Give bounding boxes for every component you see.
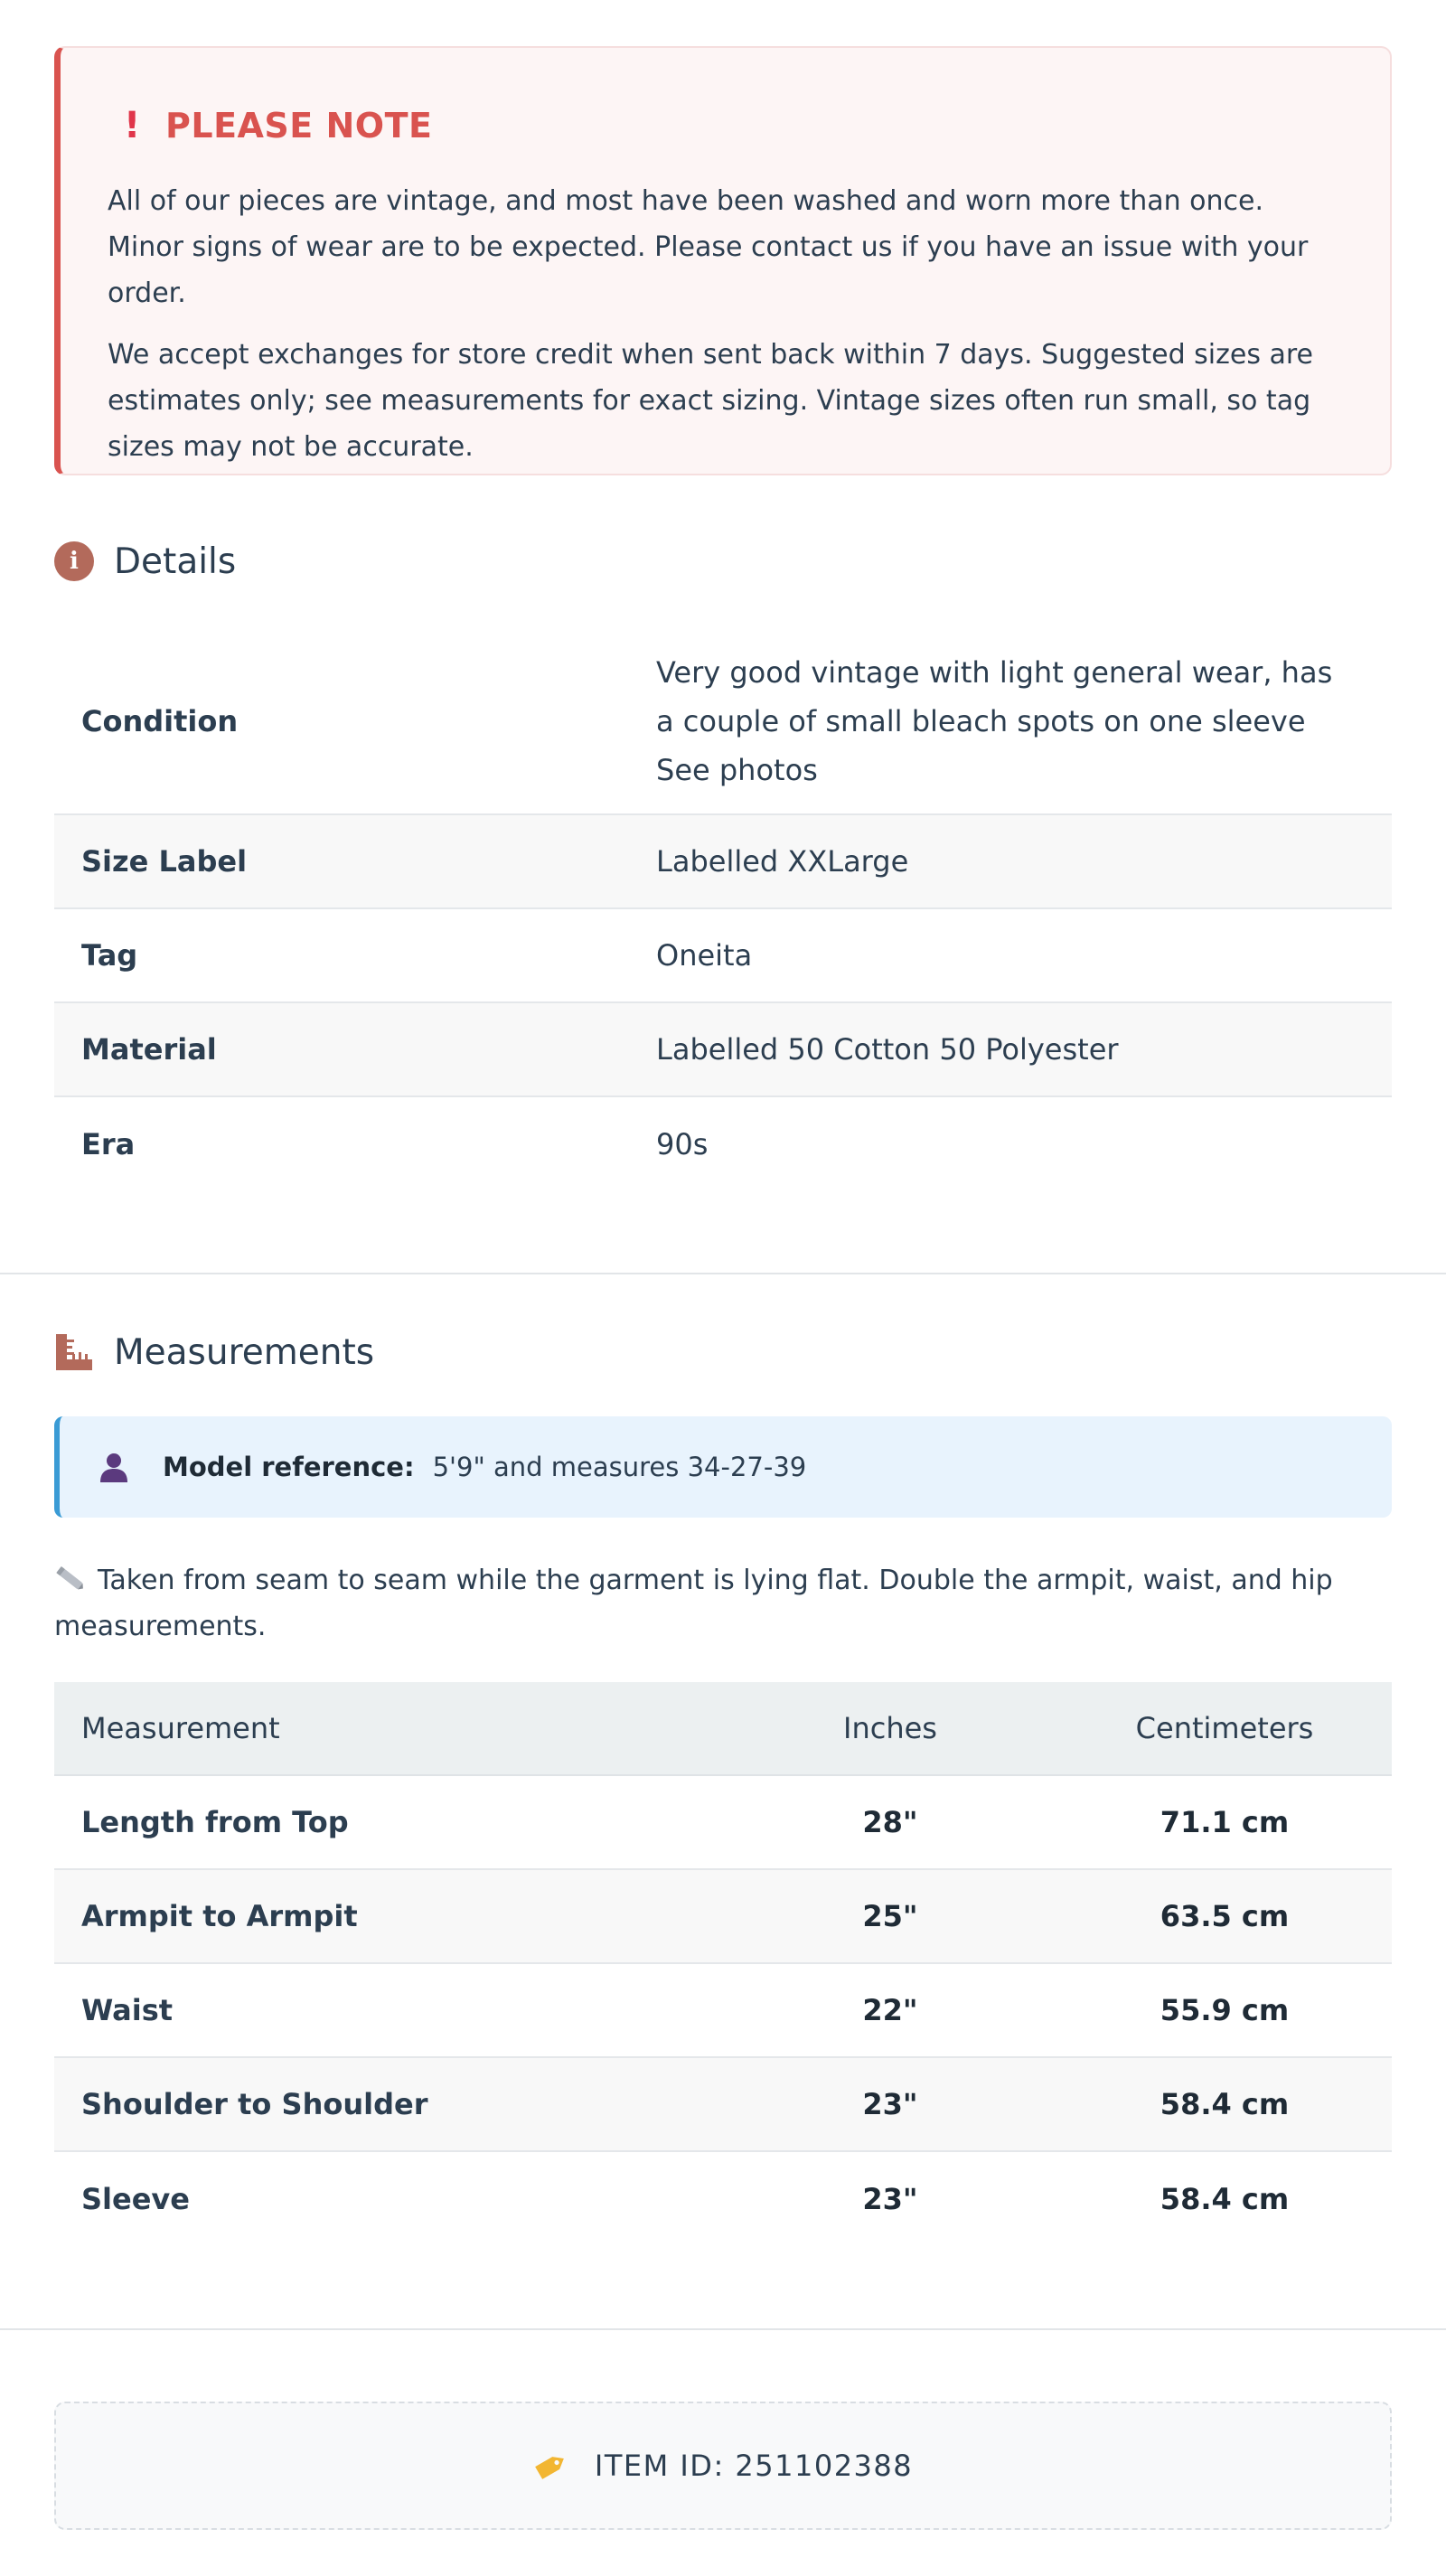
note-paragraph-1: All of our pieces are vintage, and most have been washed and worn more than once. Minor signs of wear are to be expected. Please contact us if you have an issue with your order. [108, 185, 1309, 309]
table-row [54, 2152, 1392, 2246]
measurement-inches: 23" [862, 2087, 918, 2121]
details-row-material [54, 1003, 1392, 1097]
measurements-title: Measurements [114, 1331, 375, 1373]
details-row-tag [54, 909, 1392, 1003]
details-label: Era [81, 1127, 136, 1161]
section-divider [0, 2328, 1446, 2330]
measurement-name: Length from Top [81, 1805, 349, 1839]
measurement-inches: 28" [862, 1805, 918, 1839]
measurement-note [54, 1557, 1356, 1650]
details-row-era [54, 1097, 1392, 1191]
details-value: Very good vintage with light general wear, has a couple of small bleach spots on one sleeve See photos [656, 655, 1333, 787]
details-label: Tag [81, 938, 138, 973]
note-paragraph-2: We accept exchanges for store credit when sent back within 7 days. Suggested sizes are estimates only; see measurements for exact sizing. Vintage sizes often run small, so tag sizes may not be accurate. [108, 339, 1314, 463]
please-note-box [54, 46, 1392, 475]
details-heading [54, 534, 236, 588]
measurements-table [54, 1682, 1392, 2246]
measurement-cm: 58.4 cm [1160, 2087, 1290, 2121]
item-id-text: ITEM ID: 251102388 [594, 2449, 914, 2483]
measurement-name: Armpit to Armpit [81, 1899, 358, 1933]
exclamation-icon: ! [124, 105, 141, 146]
note-title: PLEASE NOTE [165, 106, 433, 146]
table-row [54, 1964, 1392, 2058]
measurement-name: Sleeve [81, 2182, 190, 2216]
table-row [54, 1870, 1392, 1964]
column-header-inches: Inches [843, 1711, 937, 1745]
measurement-cm: 71.1 cm [1160, 1805, 1290, 1839]
measurement-cm: 63.5 cm [1160, 1899, 1290, 1933]
column-header-measurement: Measurement [81, 1711, 280, 1745]
details-value: Labelled XXLarge [656, 844, 909, 879]
measurement-name: Waist [81, 1993, 174, 2027]
measurement-cm: 58.4 cm [1160, 2182, 1290, 2216]
details-label: Condition [81, 704, 239, 738]
details-table [54, 629, 1392, 1191]
item-id-box [54, 2402, 1392, 2530]
price-tag-icon [533, 2449, 569, 2482]
details-label: Size Label [81, 844, 248, 879]
details-row-size-label [54, 815, 1392, 909]
details-value: Labelled 50 Cotton 50 Polyester [656, 1032, 1119, 1067]
table-header [54, 1682, 1392, 1776]
model-reference-box [54, 1416, 1392, 1518]
table-row [54, 2058, 1392, 2152]
details-label: Material [81, 1032, 217, 1067]
measurement-name: Shoulder to Shoulder [81, 2087, 428, 2121]
section-divider [0, 1273, 1446, 1274]
ruler-icon [54, 1332, 94, 1372]
details-title: Details [114, 541, 237, 582]
table-row [54, 1776, 1392, 1870]
measurement-inches: 25" [862, 1899, 918, 1933]
pencil-icon [54, 1560, 87, 1587]
measurement-cm: 55.9 cm [1160, 1993, 1290, 2027]
note-header [108, 100, 1343, 151]
measurements-heading [54, 1325, 374, 1379]
model-reference-label: Model reference: [163, 1452, 415, 1482]
measurement-inches: 22" [862, 1993, 918, 2027]
measurement-note-text: Taken from seam to seam while the garment is lying flat. Double the armpit, waist, and hip measurements. [54, 1565, 1333, 1642]
person-icon [98, 1451, 130, 1483]
details-value: 90s [656, 1127, 709, 1161]
details-value: Oneita [656, 938, 753, 973]
info-icon: i [54, 541, 94, 581]
details-row-condition [54, 629, 1392, 815]
column-header-centimeters: Centimeters [1135, 1711, 1314, 1745]
measurement-inches: 23" [862, 2182, 918, 2216]
model-reference-value: 5'9" and measures 34-27-39 [432, 1452, 807, 1482]
